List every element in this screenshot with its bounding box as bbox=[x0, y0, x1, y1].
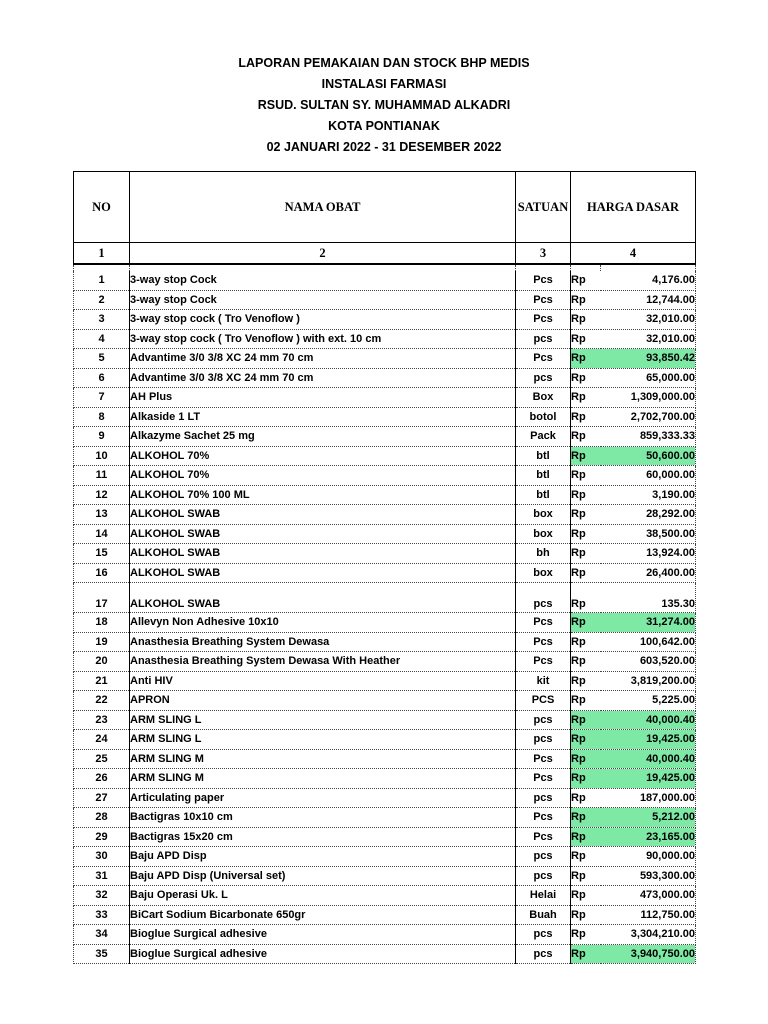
currency-label: Rp bbox=[571, 407, 601, 427]
column-header-price: HARGA DASAR bbox=[571, 172, 696, 243]
row-number: 9 bbox=[74, 427, 130, 447]
column-number: 1 bbox=[74, 243, 130, 265]
row-number: 14 bbox=[74, 524, 130, 544]
item-price: 65,000.00 bbox=[601, 368, 696, 388]
table-row bbox=[74, 886, 696, 906]
table-row bbox=[74, 290, 696, 310]
table-row bbox=[74, 749, 696, 769]
currency-label: Rp bbox=[571, 788, 601, 808]
item-name: Baju Operasi Uk. L bbox=[130, 886, 516, 906]
currency-label: Rp bbox=[571, 905, 601, 925]
table-row bbox=[74, 524, 696, 544]
item-name: Anasthesia Breathing System Dewasa bbox=[130, 632, 516, 652]
item-unit: btl bbox=[516, 485, 571, 505]
item-unit: pcs bbox=[516, 730, 571, 750]
row-number: 8 bbox=[74, 407, 130, 427]
title-line: RSUD. SULTAN SY. MUHAMMAD ALKADRI bbox=[257, 98, 511, 112]
table-row bbox=[74, 407, 696, 427]
item-name: 3-way stop cock ( Tro Venoflow ) with ext. 10 cm bbox=[130, 329, 516, 349]
table-row bbox=[74, 905, 696, 925]
item-name: APRON bbox=[130, 691, 516, 711]
item-unit: Buah bbox=[516, 905, 571, 925]
row-number: 26 bbox=[74, 769, 130, 789]
item-price: 38,500.00 bbox=[601, 524, 696, 544]
row-number: 11 bbox=[74, 466, 130, 486]
item-price: 3,304,210.00 bbox=[601, 925, 696, 945]
currency-label: Rp bbox=[571, 563, 601, 583]
table-row bbox=[74, 310, 696, 330]
item-price: 5,212.00 bbox=[601, 808, 696, 828]
item-unit: Pcs bbox=[516, 349, 571, 369]
item-name: ARM SLING L bbox=[130, 730, 516, 750]
item-price: 135.30 bbox=[601, 583, 696, 613]
table-row bbox=[74, 427, 696, 447]
table-row bbox=[74, 769, 696, 789]
row-number: 30 bbox=[74, 847, 130, 867]
table-row bbox=[74, 466, 696, 486]
column-number: 3 bbox=[516, 243, 571, 265]
item-unit: Pcs bbox=[516, 310, 571, 330]
item-price: 19,425.00 bbox=[601, 730, 696, 750]
column-header-name: NAMA OBAT bbox=[130, 172, 516, 243]
row-number: 25 bbox=[74, 749, 130, 769]
row-number: 31 bbox=[74, 866, 130, 886]
item-unit: Pcs bbox=[516, 808, 571, 828]
item-name: Baju APD Disp (Universal set) bbox=[130, 866, 516, 886]
item-unit: Pcs bbox=[516, 290, 571, 310]
item-price: 90,000.00 bbox=[601, 847, 696, 867]
item-name: 3-way stop Cock bbox=[130, 290, 516, 310]
title-line: KOTA PONTIANAK bbox=[328, 119, 440, 133]
report-title bbox=[0, 53, 768, 158]
item-name: ALKOHOL 70% bbox=[130, 466, 516, 486]
currency-label: Rp bbox=[571, 583, 601, 613]
table-row bbox=[74, 632, 696, 652]
currency-label: Rp bbox=[571, 427, 601, 447]
item-name: ARM SLING L bbox=[130, 710, 516, 730]
item-unit: botol bbox=[516, 407, 571, 427]
item-unit: pcs bbox=[516, 583, 571, 613]
table-row bbox=[74, 788, 696, 808]
item-price: 19,425.00 bbox=[601, 769, 696, 789]
item-name: Allevyn Non Adhesive 10x10 bbox=[130, 613, 516, 633]
item-unit: Box bbox=[516, 388, 571, 408]
table-row bbox=[74, 827, 696, 847]
item-unit: btl bbox=[516, 446, 571, 466]
currency-label: Rp bbox=[571, 485, 601, 505]
table-row bbox=[74, 329, 696, 349]
row-number: 23 bbox=[74, 710, 130, 730]
table-row bbox=[74, 388, 696, 408]
row-number: 17 bbox=[74, 583, 130, 613]
currency-label: Rp bbox=[571, 886, 601, 906]
row-number: 28 bbox=[74, 808, 130, 828]
item-unit: PCS bbox=[516, 691, 571, 711]
item-price: 3,940,750.00 bbox=[601, 944, 696, 964]
item-unit: Pcs bbox=[516, 613, 571, 633]
item-price: 23,165.00 bbox=[601, 827, 696, 847]
row-number: 18 bbox=[74, 613, 130, 633]
item-unit: Pcs bbox=[516, 271, 571, 290]
item-unit: pcs bbox=[516, 847, 571, 867]
item-unit: pcs bbox=[516, 925, 571, 945]
item-unit: pcs bbox=[516, 944, 571, 964]
item-unit: Pack bbox=[516, 427, 571, 447]
row-number: 13 bbox=[74, 505, 130, 525]
currency-label: Rp bbox=[571, 866, 601, 886]
item-name: Advantime 3/0 3/8 XC 24 mm 70 cm bbox=[130, 368, 516, 388]
table-row bbox=[74, 446, 696, 466]
row-number: 10 bbox=[74, 446, 130, 466]
currency-label: Rp bbox=[571, 329, 601, 349]
column-number-row bbox=[74, 243, 696, 265]
row-number: 4 bbox=[74, 329, 130, 349]
item-price: 5,225.00 bbox=[601, 691, 696, 711]
row-number: 3 bbox=[74, 310, 130, 330]
item-name: ALKOHOL SWAB bbox=[130, 505, 516, 525]
currency-label: Rp bbox=[571, 290, 601, 310]
currency-label: Rp bbox=[571, 925, 601, 945]
item-unit: pcs bbox=[516, 368, 571, 388]
row-number: 20 bbox=[74, 652, 130, 672]
item-price: 100,642.00 bbox=[601, 632, 696, 652]
item-name: Articulating paper bbox=[130, 788, 516, 808]
table-row bbox=[74, 925, 696, 945]
table-row bbox=[74, 505, 696, 525]
row-number: 16 bbox=[74, 563, 130, 583]
item-name: ARM SLING M bbox=[130, 769, 516, 789]
table-row bbox=[74, 691, 696, 711]
row-number: 19 bbox=[74, 632, 130, 652]
item-unit: box bbox=[516, 505, 571, 525]
row-number: 21 bbox=[74, 671, 130, 691]
item-name: ARM SLING M bbox=[130, 749, 516, 769]
row-number: 12 bbox=[74, 485, 130, 505]
item-price: 1,309,000.00 bbox=[601, 388, 696, 408]
item-price: 593,300.00 bbox=[601, 866, 696, 886]
item-price: 112,750.00 bbox=[601, 905, 696, 925]
item-price: 859,333.33 bbox=[601, 427, 696, 447]
item-name: Alkazyme Sachet 25 mg bbox=[130, 427, 516, 447]
currency-label: Rp bbox=[571, 544, 601, 564]
item-price: 473,000.00 bbox=[601, 886, 696, 906]
item-name: ALKOHOL SWAB bbox=[130, 583, 516, 613]
item-price: 28,292.00 bbox=[601, 505, 696, 525]
item-unit: Pcs bbox=[516, 749, 571, 769]
table-row bbox=[74, 847, 696, 867]
item-price: 40,000.40 bbox=[601, 710, 696, 730]
currency-label: Rp bbox=[571, 349, 601, 369]
table-row bbox=[74, 866, 696, 886]
table-body bbox=[74, 264, 696, 964]
item-price: 93,850.42 bbox=[601, 349, 696, 369]
item-unit: box bbox=[516, 524, 571, 544]
table-row bbox=[74, 563, 696, 583]
currency-label: Rp bbox=[571, 524, 601, 544]
currency-label: Rp bbox=[571, 730, 601, 750]
item-name: Baju APD Disp bbox=[130, 847, 516, 867]
column-header-no: NO bbox=[74, 172, 130, 243]
spacer-row bbox=[74, 264, 696, 271]
row-number: 27 bbox=[74, 788, 130, 808]
item-unit: btl bbox=[516, 466, 571, 486]
item-price: 3,190.00 bbox=[601, 485, 696, 505]
currency-label: Rp bbox=[571, 671, 601, 691]
table-row bbox=[74, 671, 696, 691]
report-period: 02 JANUARI 2022 - 31 DESEMBER 2022 bbox=[266, 140, 502, 154]
currency-label: Rp bbox=[571, 613, 601, 633]
row-number: 6 bbox=[74, 368, 130, 388]
item-name: ALKOHOL 70% 100 ML bbox=[130, 485, 516, 505]
currency-label: Rp bbox=[571, 632, 601, 652]
item-name: Bactigras 10x10 cm bbox=[130, 808, 516, 828]
currency-label: Rp bbox=[571, 691, 601, 711]
item-name: Alkaside 1 LT bbox=[130, 407, 516, 427]
table-row bbox=[74, 368, 696, 388]
item-name: Anasthesia Breathing System Dewasa With Heather bbox=[130, 652, 516, 672]
item-unit: Pcs bbox=[516, 652, 571, 672]
row-number: 35 bbox=[74, 944, 130, 964]
item-price: 60,000.00 bbox=[601, 466, 696, 486]
table-row bbox=[74, 271, 696, 290]
item-price: 50,600.00 bbox=[601, 446, 696, 466]
table-row bbox=[74, 652, 696, 672]
item-price: 187,000.00 bbox=[601, 788, 696, 808]
item-unit: Pcs bbox=[516, 769, 571, 789]
item-price: 40,000.40 bbox=[601, 749, 696, 769]
table-row bbox=[74, 485, 696, 505]
currency-label: Rp bbox=[571, 271, 601, 290]
row-number: 1 bbox=[74, 271, 130, 290]
table-row bbox=[74, 710, 696, 730]
item-price: 31,274.00 bbox=[601, 613, 696, 633]
item-name: ALKOHOL 70% bbox=[130, 446, 516, 466]
item-unit: kit bbox=[516, 671, 571, 691]
row-number: 7 bbox=[74, 388, 130, 408]
currency-label: Rp bbox=[571, 466, 601, 486]
row-number: 34 bbox=[74, 925, 130, 945]
item-name: AH Plus bbox=[130, 388, 516, 408]
item-name: ALKOHOL SWAB bbox=[130, 524, 516, 544]
item-name: Bactigras 15x20 cm bbox=[130, 827, 516, 847]
item-unit: bh bbox=[516, 544, 571, 564]
currency-label: Rp bbox=[571, 388, 601, 408]
item-name: Advantime 3/0 3/8 XC 24 mm 70 cm bbox=[130, 349, 516, 369]
item-name: Bioglue Surgical adhesive bbox=[130, 944, 516, 964]
title-line: LAPORAN PEMAKAIAN DAN STOCK BHP MEDIS bbox=[238, 56, 530, 70]
item-unit: Helai bbox=[516, 886, 571, 906]
currency-label: Rp bbox=[571, 827, 601, 847]
currency-label: Rp bbox=[571, 944, 601, 964]
currency-label: Rp bbox=[571, 310, 601, 330]
column-number: 2 bbox=[130, 243, 516, 265]
table-row bbox=[74, 583, 696, 613]
currency-label: Rp bbox=[571, 769, 601, 789]
item-unit: pcs bbox=[516, 329, 571, 349]
item-unit: Pcs bbox=[516, 827, 571, 847]
item-price: 2,702,700.00 bbox=[601, 407, 696, 427]
item-name: 3-way stop Cock bbox=[130, 271, 516, 290]
row-number: 24 bbox=[74, 730, 130, 750]
table-header bbox=[74, 172, 696, 243]
item-price: 3,819,200.00 bbox=[601, 671, 696, 691]
table-row bbox=[74, 544, 696, 564]
item-name: ALKOHOL SWAB bbox=[130, 563, 516, 583]
item-name: BiCart Sodium Bicarbonate 650gr bbox=[130, 905, 516, 925]
item-unit: pcs bbox=[516, 710, 571, 730]
item-price: 13,924.00 bbox=[601, 544, 696, 564]
item-price: 12,744.00 bbox=[601, 290, 696, 310]
item-unit: box bbox=[516, 563, 571, 583]
item-name: ALKOHOL SWAB bbox=[130, 544, 516, 564]
row-number: 32 bbox=[74, 886, 130, 906]
table-row bbox=[74, 613, 696, 633]
currency-label: Rp bbox=[571, 368, 601, 388]
item-unit: pcs bbox=[516, 866, 571, 886]
currency-label: Rp bbox=[571, 847, 601, 867]
currency-label: Rp bbox=[571, 505, 601, 525]
item-price: 603,520.00 bbox=[601, 652, 696, 672]
row-number: 5 bbox=[74, 349, 130, 369]
table-row bbox=[74, 730, 696, 750]
item-price: 32,010.00 bbox=[601, 310, 696, 330]
item-unit: Pcs bbox=[516, 632, 571, 652]
row-number: 29 bbox=[74, 827, 130, 847]
item-name: Bioglue Surgical adhesive bbox=[130, 925, 516, 945]
stock-table bbox=[73, 171, 696, 964]
item-price: 4,176.00 bbox=[601, 271, 696, 290]
currency-label: Rp bbox=[571, 808, 601, 828]
column-number: 4 bbox=[571, 243, 696, 265]
table-row bbox=[74, 808, 696, 828]
currency-label: Rp bbox=[571, 749, 601, 769]
row-number: 2 bbox=[74, 290, 130, 310]
table-row bbox=[74, 349, 696, 369]
item-price: 32,010.00 bbox=[601, 329, 696, 349]
table-row bbox=[74, 944, 696, 964]
column-header-unit: SATUAN bbox=[516, 172, 571, 243]
title-line: INSTALASI FARMASI bbox=[321, 77, 447, 91]
row-number: 22 bbox=[74, 691, 130, 711]
row-number: 33 bbox=[74, 905, 130, 925]
item-price: 26,400.00 bbox=[601, 563, 696, 583]
currency-label: Rp bbox=[571, 446, 601, 466]
row-number: 15 bbox=[74, 544, 130, 564]
currency-label: Rp bbox=[571, 652, 601, 672]
item-name: 3-way stop cock ( Tro Venoflow ) bbox=[130, 310, 516, 330]
item-name: Anti HIV bbox=[130, 671, 516, 691]
item-unit: pcs bbox=[516, 788, 571, 808]
currency-label: Rp bbox=[571, 710, 601, 730]
